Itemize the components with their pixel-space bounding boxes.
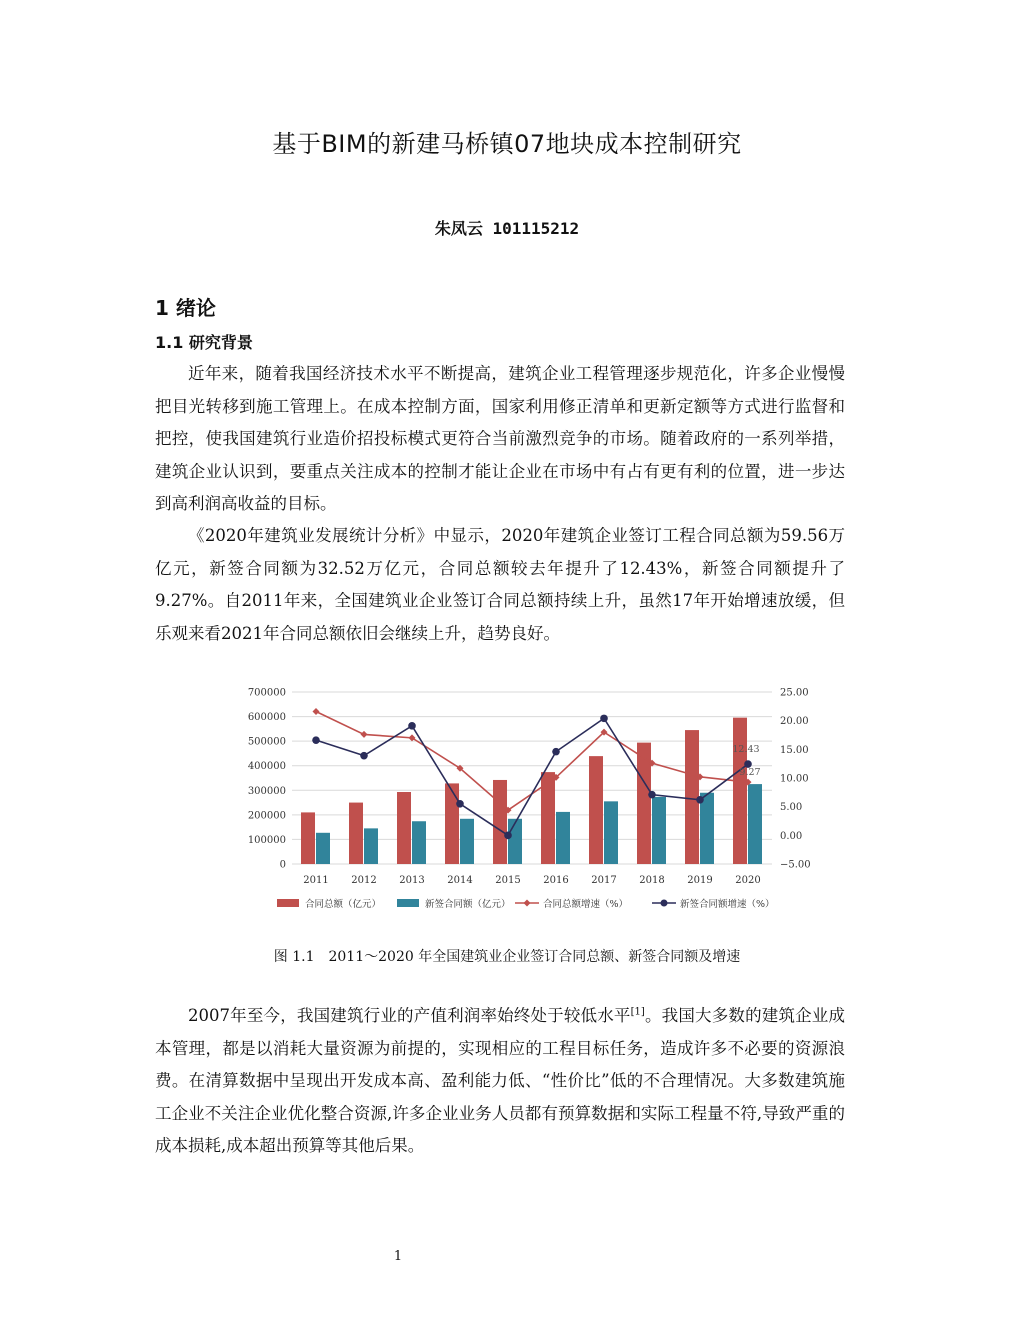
left-axis-tick: 400000 [247, 761, 286, 773]
left-axis-tick: 0 [279, 859, 286, 871]
bar [397, 792, 411, 864]
bar [556, 812, 570, 864]
x-axis-tick: 2014 [447, 875, 473, 886]
bar [493, 780, 507, 864]
right-axis-tick: 25.00 [780, 687, 809, 699]
paragraph-1: 近年来，随着我国经济技术水平不断提高，建筑企业工程管理逐步规范化，许多企业慢慢把目光转移到施工管理上。在成本控制方面，国家利用修正清单和更新定额等方式进行监督和把控，使我国建筑行业造价招投标模式更符合当前激烈竞争的市场。随着政府的一系列举措，建筑企业认识到，要重点关注成本的控制才能让企业在市场中有占有更有利的位置，进一步达到高利润高收益的目标。 [155, 364, 845, 513]
data-point [696, 796, 704, 804]
legend-label: 合同总额（亿元） [305, 899, 382, 910]
left-axis-tick: 300000 [247, 785, 286, 797]
paragraph-3 [155, 1000, 845, 1163]
left-axis-ticks [248, 688, 286, 871]
right-axis-ticks [780, 688, 811, 871]
x-axis-tick: 2013 [399, 875, 425, 886]
right-axis-tick: 5.00 [780, 802, 803, 814]
paragraph-2: 《2020年建筑业发展统计分析》中显示，2020年建筑企业签订工程合同总额为59.56万亿元，新签合同额为32.52万亿元，合同总额较去年提升了12.43%，新签合同额提升了9.27%。自2011年来，全国建筑业企业签订合同总额持续上升，虽然17年开始增速放缓，但乐观来看2021年合同总额依旧会继续上升，趋势良好。 [155, 526, 845, 643]
legend-marker [524, 900, 531, 907]
bar [508, 819, 522, 864]
right-axis-tick: −5.00 [780, 859, 811, 871]
author-line: 朱凤云 101115212 [434, 219, 580, 238]
bar [733, 718, 747, 864]
data-point [552, 748, 560, 756]
data-point [456, 800, 464, 808]
chart-bars [301, 718, 762, 864]
bar [700, 793, 714, 864]
bar [460, 819, 474, 864]
legend-marker [661, 900, 668, 907]
right-axis-tick: 0.00 [780, 830, 803, 842]
data-point [360, 752, 368, 760]
x-axis-ticks [303, 875, 760, 886]
x-axis-tick: 2017 [591, 875, 617, 886]
legend-label: 合同总额增速（%） [543, 899, 629, 910]
figure-caption: 图 1.1 2011～2020 年全国建筑业企业签订合同总额、新签合同额及增速 [273, 949, 741, 965]
bar [685, 730, 699, 864]
data-point [648, 791, 656, 799]
section-heading: 1 绪论 [155, 296, 216, 320]
x-axis-tick: 2016 [543, 875, 569, 886]
bar [604, 801, 618, 864]
x-axis-tick: 2019 [687, 875, 713, 886]
bar [349, 803, 363, 864]
right-axis-tick: 15.00 [780, 744, 809, 756]
data-point [504, 832, 512, 840]
page-number: 1 [393, 1249, 403, 1264]
left-axis-tick: 600000 [247, 712, 286, 724]
legend-label: 新签合同额（亿元） [425, 899, 511, 910]
bar [445, 783, 459, 864]
left-axis-tick: 500000 [247, 736, 286, 748]
left-axis-tick: 100000 [247, 834, 286, 846]
x-axis-tick: 2012 [351, 875, 377, 886]
x-axis-tick: 2011 [303, 875, 329, 886]
legend-label: 新签合同额增速（%） [680, 899, 775, 910]
data-point [313, 708, 320, 715]
paragraph-3-text-b: 。我国大多数的建筑企业成本管理，都是以消耗大量资源为前提的，实现相应的工程目标任务，造成许多不必要的资源浪费。在清算数据中呈现出开发成本高、盈利能力低、“性价比”低的不合理情况。大多数建筑施工企业不关注企业优化整合资源,许多企业业务人员都有预算数据和实际工程量不符,导致严重的成本损耗,成本超出预算等其他后果。 [155, 1006, 845, 1155]
subsection-heading: 1.1 研究背景 [155, 333, 253, 352]
bar [364, 828, 378, 864]
legend-swatch [277, 899, 299, 907]
x-axis-tick: 2020 [735, 875, 761, 886]
bar [748, 784, 762, 864]
data-point [600, 715, 608, 723]
data-point [312, 736, 320, 744]
contract-growth-chart [232, 678, 811, 918]
x-axis-tick: 2018 [639, 875, 665, 886]
citation-ref[interactable]: [1] [630, 1006, 645, 1018]
series-line [316, 711, 748, 810]
chart-legend [277, 898, 775, 910]
bar [652, 797, 666, 864]
bar [316, 833, 330, 864]
data-point [361, 731, 368, 738]
data-point [408, 722, 416, 730]
data-label: 12.43 [732, 744, 760, 756]
data-label: 9.27 [739, 767, 761, 779]
left-axis-tick: 200000 [247, 810, 286, 822]
paragraph-3-text-a: 2007年至今，我国建筑行业的产值利润率始终处于较低水平 [188, 1006, 631, 1025]
left-axis-tick: 700000 [247, 687, 286, 699]
bar [589, 756, 603, 864]
right-axis-tick: 10.00 [780, 773, 809, 785]
legend-swatch [397, 899, 419, 907]
bar [412, 821, 426, 864]
right-axis-tick: 20.00 [780, 716, 809, 728]
x-axis-tick: 2015 [495, 875, 521, 886]
bar [301, 812, 315, 864]
document-title: 基于BIM的新建马桥镇07地块成本控制研究 [272, 130, 742, 158]
